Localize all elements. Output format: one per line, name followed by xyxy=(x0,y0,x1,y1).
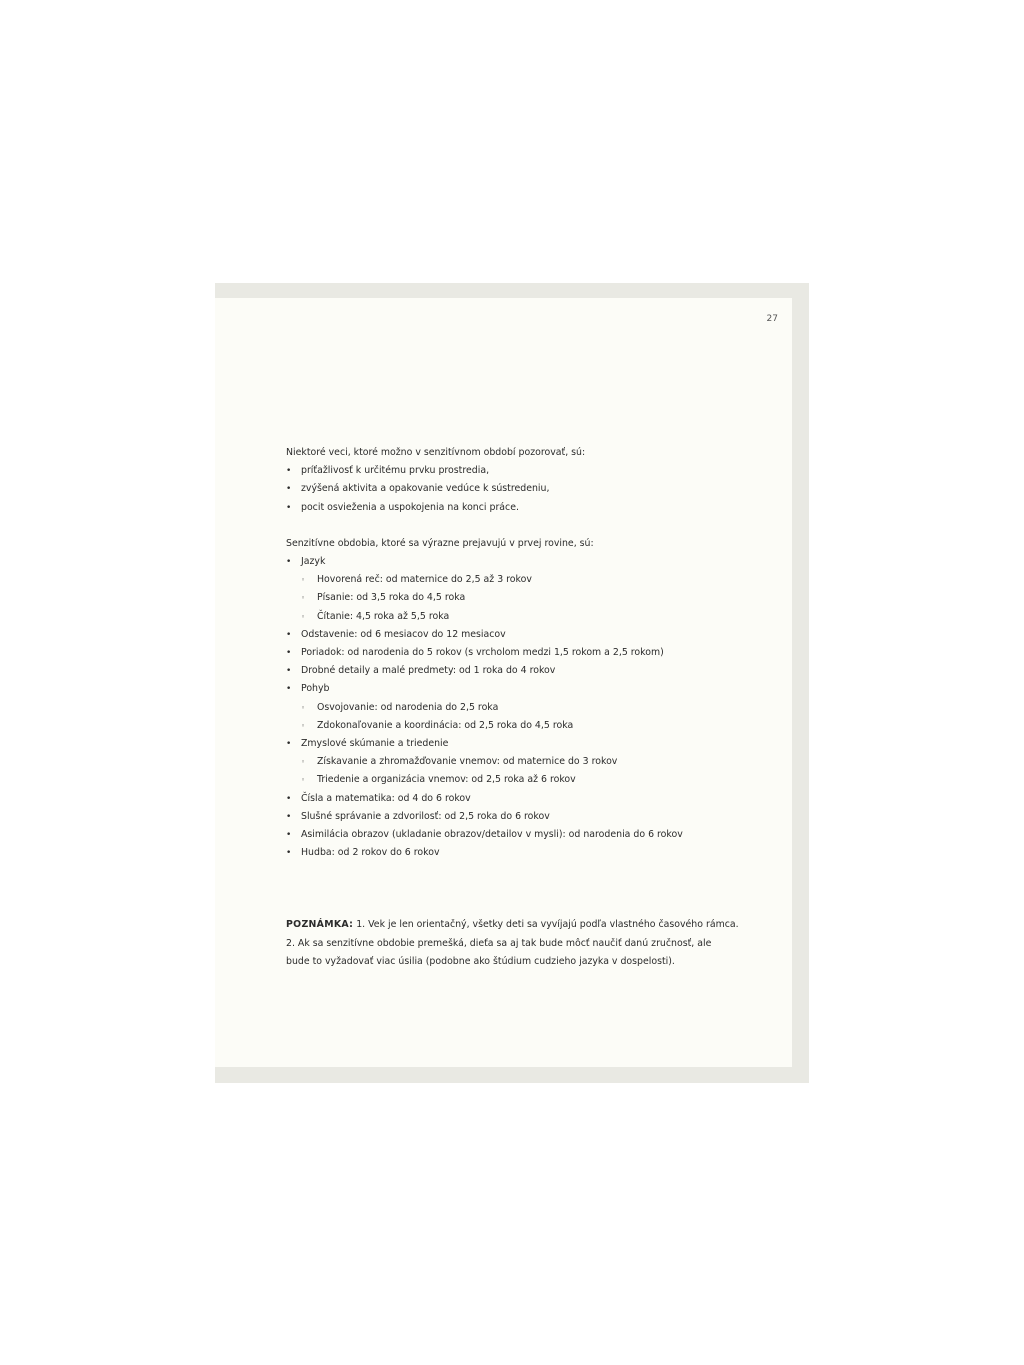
bullet-icon: • xyxy=(286,484,292,495)
list-item: • Hudba: od 2 rokov do 6 rokov xyxy=(286,844,756,862)
page-number: 27 xyxy=(766,314,778,324)
list-item: • Jazyk ◦ Hovorená reč: od maternice do 2,5 až 3 rokov ◦ Písanie: od 3,5 roka do 4,5 roka ◦ Čítanie: 4,5 roka až 5,5 roka xyxy=(286,553,756,626)
page-content xyxy=(286,444,756,971)
list-item: • Odstavenie: od 6 mesiacov do 12 mesiacov xyxy=(286,626,756,644)
sub-list-item: ◦ Osvojovanie: od narodenia do 2,5 roka xyxy=(301,699,756,717)
sub-list-item: ◦ Získavanie a zhromažďovanie vnemov: od maternice do 3 rokov xyxy=(301,753,756,771)
note-block xyxy=(286,916,756,971)
circle-bullet-icon: ◦ xyxy=(301,703,306,712)
list-item: • Slušné správanie a zdvorilosť: od 2,5 roka do 6 rokov xyxy=(286,808,756,826)
bullet-icon: • xyxy=(286,557,292,568)
list-item: • Drobné detaily a malé predmety: od 1 roka do 4 rokov xyxy=(286,662,756,680)
sub-list-item: ◦ Hovorená reč: od maternice do 2,5 až 3 rokov xyxy=(301,571,756,589)
bullet-icon: • xyxy=(286,848,292,859)
bullet-icon: • xyxy=(286,629,292,640)
bullet-icon: • xyxy=(286,684,292,695)
list-item: • príťažlivosť k určitému prvku prostredia, xyxy=(286,462,756,480)
list-item: • Zmyslové skúmanie a triedenie ◦ Získavanie a zhromažďovanie vnemov: od maternice do 3 rokov ◦ Triedenie a organizácia vnemov: od 2,5 roka až 6 rokov xyxy=(286,735,756,790)
sub-list-item: ◦ Písanie: od 3,5 roka do 4,5 roka xyxy=(301,589,756,607)
note-line-1: POZNÁMKA: 1. Vek je len orientačný, všetky deti sa vyvíjajú podľa vlastného časového rámca. xyxy=(286,919,739,931)
list-item: • zvýšená aktivita a opakovanie vedúce k sústredeniu, xyxy=(286,480,756,498)
book-page xyxy=(215,298,792,1067)
sub-list xyxy=(301,699,756,735)
list-item: • Čísla a matematika: od 4 do 6 rokov xyxy=(286,790,756,808)
list-item: • Asimilácia obrazov (ukladanie obrazov/detailov v mysli): od narodenia do 6 rokov xyxy=(286,826,756,844)
bullet-icon: • xyxy=(286,466,292,477)
sub-list-item: ◦ Zdokonaľovanie a koordinácia: od 2,5 roka do 4,5 roka xyxy=(301,717,756,735)
bullet-icon: • xyxy=(286,830,292,841)
periods-list xyxy=(286,553,756,862)
periods-heading: Senzitívne obdobia, ktoré sa výrazne prejavujú v prvej rovine, sú: xyxy=(286,537,594,549)
note-label: POZNÁMKA: xyxy=(286,919,354,931)
list-item: • pocit osvieženia a uspokojenia na konci práce. xyxy=(286,499,756,517)
intro-list xyxy=(286,462,756,517)
note-line-3: bude to vyžadovať viac úsilia (podobne ako štúdium cudzieho jazyka v dospelosti). xyxy=(286,955,675,967)
bullet-icon: • xyxy=(286,811,292,822)
sub-list xyxy=(301,571,756,626)
circle-bullet-icon: ◦ xyxy=(301,576,306,585)
bullet-icon: • xyxy=(286,648,292,659)
circle-bullet-icon: ◦ xyxy=(301,594,306,603)
list-item: • Poriadok: od narodenia do 5 rokov (s vrcholom medzi 1,5 rokom a 2,5 rokom) xyxy=(286,644,756,662)
intro-heading: Niektoré veci, ktoré možno v senzitívnom období pozorovať, sú: xyxy=(286,447,586,458)
circle-bullet-icon: ◦ xyxy=(301,612,306,621)
circle-bullet-icon: ◦ xyxy=(301,776,306,785)
bullet-icon: • xyxy=(286,739,292,750)
bullet-icon: • xyxy=(286,666,292,677)
note-line-2: 2. Ak sa senzitívne obdobie premešká, dieťa sa aj tak bude môcť naučiť danú zručnosť, ale xyxy=(286,937,712,949)
bullet-icon: • xyxy=(286,793,292,804)
list-item: • Pohyb ◦ Osvojovanie: od narodenia do 2,5 roka ◦ Zdokonaľovanie a koordinácia: od 2,5 roka do 4,5 roka xyxy=(286,680,756,735)
sub-list xyxy=(301,753,756,789)
sub-list-item: ◦ Čítanie: 4,5 roka až 5,5 roka xyxy=(301,608,756,626)
bullet-icon: • xyxy=(286,502,292,513)
circle-bullet-icon: ◦ xyxy=(301,721,306,730)
circle-bullet-icon: ◦ xyxy=(301,758,306,767)
sub-list-item: ◦ Triedenie a organizácia vnemov: od 2,5 roka až 6 rokov xyxy=(301,771,756,789)
